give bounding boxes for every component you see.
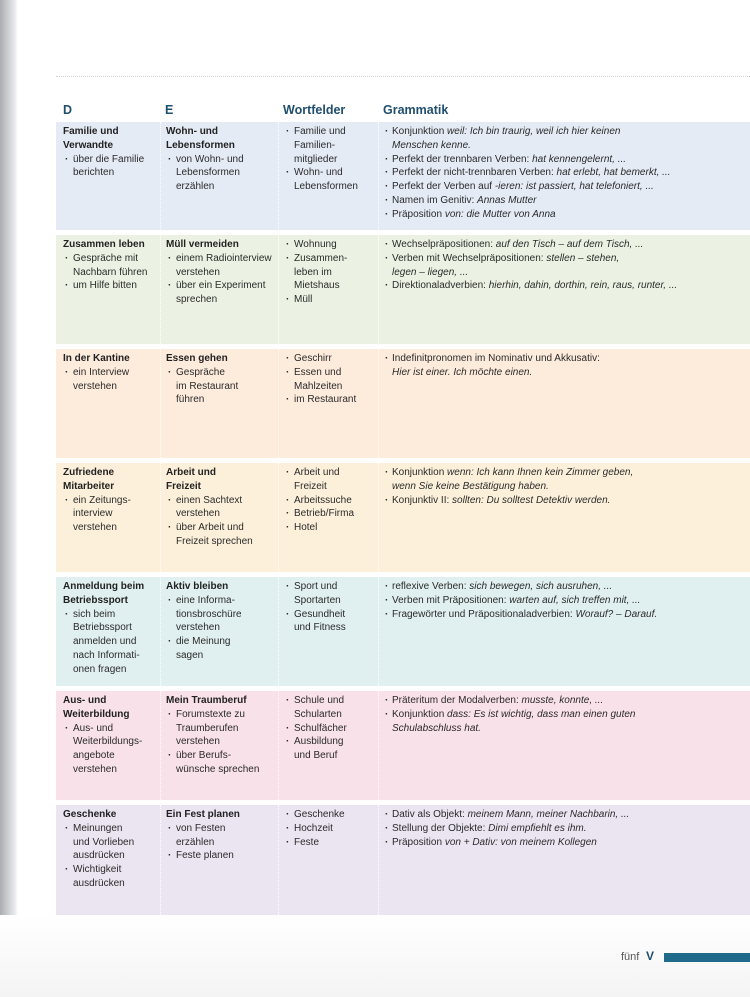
list-item-line: Schularten xyxy=(294,708,342,720)
list-item-line: · über die Familie xyxy=(73,153,145,165)
list-item-line: verstehen xyxy=(73,763,117,775)
topic-title-line: Zufriedene xyxy=(63,467,115,478)
grammar-term: Präposition xyxy=(392,208,445,220)
list-item-line: · Geschenke xyxy=(294,809,345,820)
list-item-line: · Familie und xyxy=(294,126,346,137)
grammar-term: Konjunktion xyxy=(392,126,448,137)
list-item xyxy=(284,293,378,307)
column-header-d: D xyxy=(63,103,73,117)
list-item-line: Mietshaus xyxy=(294,280,340,292)
table-row xyxy=(56,349,750,458)
cell-d xyxy=(56,349,158,458)
list-item xyxy=(284,238,378,252)
column-header-grammatik: Grammatik xyxy=(383,103,449,117)
list-item xyxy=(63,863,158,891)
grammar-continuation xyxy=(384,722,750,736)
cell-e xyxy=(160,691,280,800)
topic-title-line: Weiterbildung xyxy=(63,708,130,720)
grammar-item xyxy=(384,180,750,194)
lesson-title-line: Freizeit xyxy=(166,480,202,492)
grammar-continuation xyxy=(384,266,750,280)
lesson-title-line: Wohn- und xyxy=(166,126,219,137)
list-item xyxy=(166,822,280,850)
list-item xyxy=(63,366,158,394)
list-item-line: · Wohn- und xyxy=(294,167,343,179)
lesson-title xyxy=(166,808,280,822)
list-item-line: Lebensformen xyxy=(294,181,358,193)
grammar-example: Annas Mutter xyxy=(477,194,537,206)
list-item xyxy=(166,594,280,635)
list-item xyxy=(284,125,378,166)
list-item-line: · Wichtigkeit xyxy=(73,864,122,876)
list-item-line: ausdrücken xyxy=(73,850,125,862)
list-item-line: ausdrücken xyxy=(73,877,125,889)
grammar-term: Indefinitpronomen im Nominativ und Akkusativ: xyxy=(392,353,600,364)
list-item-line: · im Restaurant xyxy=(294,394,357,406)
list-item-line: verstehen xyxy=(73,380,117,392)
list-item xyxy=(166,749,280,777)
cell-wortfelder xyxy=(278,349,378,458)
lesson-title-line: Arbeit und xyxy=(166,467,216,478)
cell-wortfelder xyxy=(278,577,378,686)
cell-grammatik xyxy=(378,463,750,572)
topic-title-line: Anmeldung beim xyxy=(63,581,145,592)
list-item-line: · Hochzeit xyxy=(294,822,333,834)
topic-title xyxy=(63,125,158,153)
lesson-title xyxy=(166,352,280,366)
list-item-line: Freizeit sprechen xyxy=(176,535,253,547)
footer-accent-bar xyxy=(664,953,750,962)
list-item-line: · Gesundheit xyxy=(294,608,346,620)
grammar-term: Direktionaladverbien: xyxy=(392,280,489,292)
grammar-example: dass: Es ist wichtig, dass man einen guten xyxy=(447,708,636,720)
grammar-item xyxy=(384,822,750,836)
lesson-title-line: Lebensformen xyxy=(166,139,235,151)
grammar-term: Perfekt der Verben auf xyxy=(392,181,495,193)
lesson-title-line: Müll vermeiden xyxy=(166,239,239,250)
grammar-continuation xyxy=(384,480,750,494)
list-item-line: · eine Informa- xyxy=(176,594,235,606)
grammar-item xyxy=(384,466,750,480)
list-item-line: · ein Zeitungs- xyxy=(73,494,131,506)
grammar-example: weil: Ich bin traurig, weil ich hier keinen xyxy=(447,126,621,137)
list-item-line: · sich beim xyxy=(73,608,116,620)
grammar-item xyxy=(384,608,750,622)
cell-e xyxy=(160,577,280,686)
list-item-line: anmelden und xyxy=(73,636,137,648)
cell-e xyxy=(160,463,280,572)
grammar-example: stellen – stehen, xyxy=(546,252,620,264)
list-item-line: · Betrieb/Firma xyxy=(294,508,355,520)
grammar-term: Stellung der Objekte: xyxy=(392,822,489,834)
lesson-title xyxy=(166,238,280,252)
list-item xyxy=(166,153,280,194)
list-item-line: Mahlzeiten xyxy=(294,380,343,392)
cell-d xyxy=(56,235,158,344)
list-item-line: erzählen xyxy=(176,836,215,848)
list-item-line: angebote xyxy=(73,750,115,762)
cell-wortfelder xyxy=(278,691,378,800)
topic-title xyxy=(63,466,158,494)
topic-title-line: Familie und xyxy=(63,126,119,137)
list-item xyxy=(63,822,158,863)
list-item xyxy=(284,352,378,366)
list-item xyxy=(63,722,158,777)
page-spine-shadow xyxy=(0,0,18,997)
list-item-line: mitglieder xyxy=(294,153,338,165)
topic-title xyxy=(63,238,158,252)
grammar-example: -ieren: ist passiert, hat telefoniert, ... xyxy=(494,181,654,193)
list-item-line: · Gespräche mit xyxy=(73,252,139,264)
cell-d xyxy=(56,691,158,800)
lesson-title xyxy=(166,580,280,594)
list-item-line: Nachbarn führen xyxy=(73,266,148,278)
list-item-line: verstehen xyxy=(176,622,220,634)
list-item-line: · Essen und xyxy=(294,366,342,378)
grammar-item xyxy=(384,594,750,608)
cell-grammatik xyxy=(378,805,750,915)
list-item xyxy=(166,494,280,522)
grammar-term: Dativ als Objekt: xyxy=(392,809,468,820)
list-item xyxy=(284,166,378,194)
list-item-line: · Aus- und xyxy=(73,722,114,734)
grammar-example: hat kennengelernt, ... xyxy=(532,153,627,165)
cell-e xyxy=(160,122,280,230)
list-item-line: · von Wohn- und xyxy=(176,153,244,165)
list-item xyxy=(284,507,378,521)
list-item-line: · Arbeitssuche xyxy=(294,494,352,506)
cell-e xyxy=(160,235,280,344)
list-item-line: nach Informati- xyxy=(73,649,140,661)
list-item-line: leben im xyxy=(294,266,332,278)
list-item-line: Freizeit xyxy=(294,480,327,492)
table-row xyxy=(56,122,750,230)
cell-wortfelder xyxy=(278,122,378,230)
list-item-line: Lebensformen xyxy=(176,167,240,179)
list-item-line: und Beruf xyxy=(294,750,338,762)
grammar-term: Verben mit Präpositionen: xyxy=(392,594,510,606)
cell-wortfelder xyxy=(278,805,378,915)
cell-grammatik xyxy=(378,235,750,344)
list-item-line: · Forumstexte zu xyxy=(176,708,245,720)
grammar-example: meinem Mann, meiner Nachbarin, ... xyxy=(467,809,630,820)
topic-title-line: Betriebssport xyxy=(63,594,129,606)
grammar-term: Verben mit Wechselpräpositionen: xyxy=(392,252,547,264)
grammar-example: auf den Tisch – auf dem Tisch, ... xyxy=(495,239,644,250)
list-item-line: im Restaurant xyxy=(176,380,239,392)
grammar-item xyxy=(384,194,750,208)
lesson-title-line: Aktiv bleiben xyxy=(166,581,229,592)
grammar-item xyxy=(384,252,750,266)
list-item xyxy=(284,393,378,407)
list-item-line: tionsbroschüre xyxy=(176,608,242,620)
list-item xyxy=(166,635,280,663)
grammar-term: Wechselpräpositionen: xyxy=(392,239,496,250)
topic-title xyxy=(63,694,158,722)
list-item-line: · Arbeit und xyxy=(294,467,340,478)
grammar-example: hat erlebt, hat bemerkt, ... xyxy=(556,167,671,179)
list-item-line: verstehen xyxy=(176,736,220,748)
list-item xyxy=(63,153,158,181)
topic-title xyxy=(63,352,158,366)
cell-d xyxy=(56,577,158,686)
list-item-line: · Müll xyxy=(294,294,313,306)
list-item-line: · Geschirr xyxy=(294,353,332,364)
topic-title xyxy=(63,808,158,822)
page-number-roman: V xyxy=(646,949,655,963)
grammar-term: Präteritum der Modalverben: xyxy=(392,695,522,706)
list-item xyxy=(284,722,378,736)
cell-grammatik xyxy=(378,122,750,230)
grammar-term: Konjunktion xyxy=(392,467,448,478)
list-item xyxy=(284,608,378,636)
column-header-e: E xyxy=(165,103,174,117)
grammar-example: Dimi empfiehlt es ihm. xyxy=(488,822,587,834)
grammar-item xyxy=(384,125,750,139)
grammar-term: Präposition xyxy=(392,836,445,848)
top-divider xyxy=(56,76,750,77)
grammar-item xyxy=(384,208,750,222)
list-item-line: Weiterbildungs- xyxy=(73,736,143,748)
list-item xyxy=(166,279,280,307)
table-row xyxy=(56,463,750,572)
cell-e xyxy=(160,349,280,458)
list-item-line: führen xyxy=(176,394,205,406)
grammar-example: Worauf? – Darauf. xyxy=(575,608,658,620)
list-item-line: · über Arbeit und xyxy=(176,522,244,534)
list-item xyxy=(166,849,280,863)
grammar-item xyxy=(384,580,750,594)
grammar-example: sich bewegen, sich ausruhen, ... xyxy=(469,581,613,592)
lesson-title xyxy=(166,466,280,494)
list-item-line: · einen Sachtext xyxy=(176,494,243,506)
grammar-term: Perfekt der nicht-trennbaren Verben: xyxy=(392,167,557,179)
list-item-line: · Schulfächer xyxy=(294,722,347,734)
list-item-line: Betriebssport xyxy=(73,622,132,634)
list-item xyxy=(284,521,378,535)
grammar-example: Schulabschluss hat. xyxy=(392,722,481,734)
list-item-line: Familien- xyxy=(294,139,336,151)
list-item xyxy=(63,608,158,677)
grammar-example: von + Dativ: von meinem Kollegen xyxy=(444,836,597,848)
grammar-item xyxy=(384,153,750,167)
list-item-line: · Sport und xyxy=(294,581,338,592)
list-item xyxy=(166,708,280,749)
topic-title-line: Mitarbeiter xyxy=(63,480,115,492)
list-item xyxy=(284,494,378,508)
grammar-term: reflexive Verben: xyxy=(392,581,470,592)
list-item-line: · einem Radiointerview xyxy=(176,252,272,264)
list-item-line: berichten xyxy=(73,167,115,179)
topic-title-line: Verwandte xyxy=(63,139,114,151)
list-item-line: · Wohnung xyxy=(294,239,337,250)
grammar-item xyxy=(384,694,750,708)
list-item-line: · um Hilfe bitten xyxy=(73,280,137,292)
grammar-item xyxy=(384,352,750,366)
topic-title-line: Geschenke xyxy=(63,809,117,820)
table-row xyxy=(56,577,750,686)
list-item-line: · über ein Experiment xyxy=(176,280,266,292)
grammar-term: Perfekt der trennbaren Verben: xyxy=(392,153,533,165)
cell-grammatik xyxy=(378,349,750,458)
topic-title xyxy=(63,580,158,608)
list-item xyxy=(63,252,158,280)
cell-wortfelder xyxy=(278,235,378,344)
list-item-line: · Gespräche xyxy=(176,366,225,378)
grammar-item xyxy=(384,279,750,293)
grammar-term: Fragewörter und Präpositionaladverbien: xyxy=(392,608,576,620)
grammar-example: sollten: Du solltest Detektiv werden. xyxy=(452,494,611,506)
grammar-item xyxy=(384,836,750,850)
list-item xyxy=(166,366,280,407)
cell-grammatik xyxy=(378,577,750,686)
list-item-line: · von Festen xyxy=(176,822,226,834)
list-item xyxy=(284,808,378,822)
grammar-example: musste, konnte, ... xyxy=(521,695,604,706)
table-row xyxy=(56,805,750,915)
list-item-line: verstehen xyxy=(73,522,117,534)
lesson-title xyxy=(166,694,280,708)
list-item-line: · Hotel xyxy=(294,522,318,534)
column-header-wortfelder: Wortfelder xyxy=(283,103,346,117)
list-item xyxy=(284,822,378,836)
list-item-line: verstehen xyxy=(176,508,220,520)
grammar-item xyxy=(384,238,750,252)
grammar-term: Konjunktion xyxy=(392,708,448,720)
list-item xyxy=(284,366,378,394)
cell-d xyxy=(56,805,158,915)
list-item xyxy=(63,494,158,535)
list-item-line: · Ausbildung xyxy=(294,736,344,748)
topic-title-line: Aus- und xyxy=(63,695,107,706)
list-item xyxy=(166,521,280,549)
page-number-word: fünf xyxy=(621,951,640,963)
cell-grammatik xyxy=(378,691,750,800)
grammar-term: Namen im Genitiv: xyxy=(392,194,478,206)
cell-e xyxy=(160,805,280,915)
list-item xyxy=(284,836,378,850)
grammar-example: wenn: Ich kann Ihnen kein Zimmer geben, xyxy=(447,467,634,478)
list-item xyxy=(166,252,280,280)
list-item-line: · Zusammen- xyxy=(294,252,348,264)
cell-wortfelder xyxy=(278,463,378,572)
grammar-item xyxy=(384,708,750,722)
list-item-line: · über Berufs- xyxy=(176,750,232,762)
cell-d xyxy=(56,122,158,230)
table-row xyxy=(56,235,750,344)
grammar-item xyxy=(384,494,750,508)
list-item-line: · Feste xyxy=(294,836,320,848)
list-item-line: onen fragen xyxy=(73,663,127,675)
list-item-line: · Feste planen xyxy=(176,850,234,862)
list-item-line: und Fitness xyxy=(294,622,346,634)
list-item-line: · ein Interview xyxy=(73,366,130,378)
table-row xyxy=(56,691,750,800)
grammar-item xyxy=(384,166,750,180)
list-item xyxy=(284,580,378,608)
list-item xyxy=(284,252,378,293)
list-item-line: sprechen xyxy=(176,294,218,306)
list-item-line: sagen xyxy=(176,649,204,661)
list-item-line: · Meinungen xyxy=(73,822,123,834)
list-item xyxy=(284,466,378,494)
list-item-line: interview xyxy=(73,508,113,520)
list-item xyxy=(63,279,158,293)
list-item xyxy=(284,735,378,763)
grammar-example: von: die Mutter von Anna xyxy=(444,208,556,220)
list-item-line: wünsche sprechen xyxy=(176,763,260,775)
grammar-example: Hier ist einer. Ich möchte einen. xyxy=(392,366,533,378)
list-item-line: Sportarten xyxy=(294,594,341,606)
lesson-title-line: Ein Fest planen xyxy=(166,809,240,820)
list-item-line: erzählen xyxy=(176,181,215,193)
list-item-line: und Vorlieben xyxy=(73,836,135,848)
grammar-example: hierhin, dahin, dorthin, rein, raus, runter, ... xyxy=(488,280,678,292)
list-item xyxy=(284,694,378,722)
list-item-line: · die Meinung xyxy=(176,636,231,648)
lesson-title xyxy=(166,125,280,153)
grammar-term: Konjunktiv II: xyxy=(392,494,453,506)
grammar-example: Menschen kenne. xyxy=(392,139,471,151)
topic-title-line: Zusammen leben xyxy=(63,239,145,250)
grammar-continuation xyxy=(384,366,750,380)
list-item-line: verstehen xyxy=(176,266,220,278)
lesson-title-line: Essen gehen xyxy=(166,353,228,364)
topic-title-line: In der Kantine xyxy=(63,353,130,364)
list-item-line: · Schule und xyxy=(294,695,345,706)
grammar-example: wenn Sie keine Bestätigung haben. xyxy=(392,480,549,492)
lesson-title-line: Mein Traumberuf xyxy=(166,695,247,706)
grammar-example: legen – liegen, ... xyxy=(392,266,469,278)
grammar-continuation xyxy=(384,139,750,153)
list-item-line: Traumberufen xyxy=(176,722,239,734)
grammar-item xyxy=(384,808,750,822)
grammar-example: warten auf, sich treffen mit, ... xyxy=(509,594,641,606)
cell-d xyxy=(56,463,158,572)
